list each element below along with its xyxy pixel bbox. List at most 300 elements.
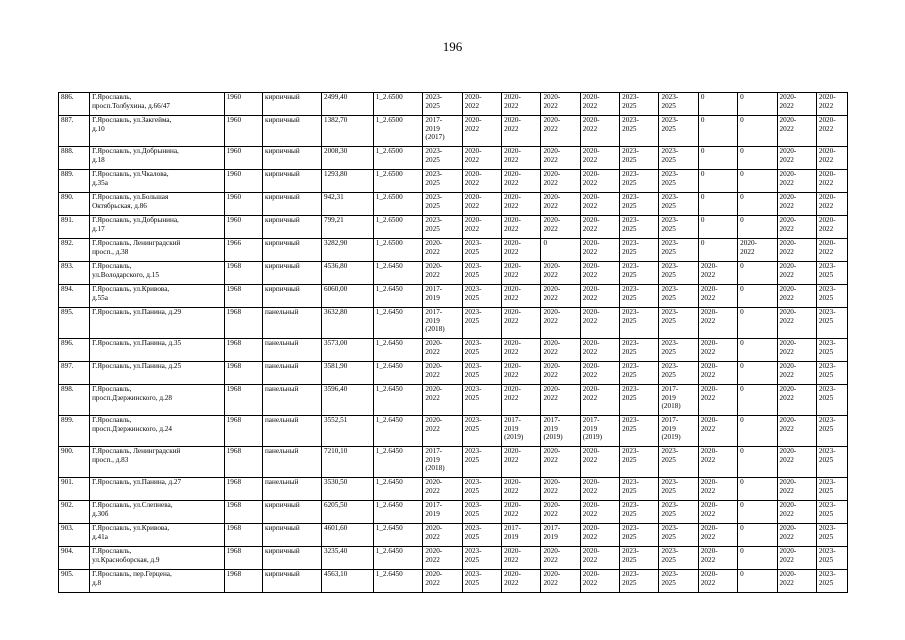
table-cell: 2020- 2022 xyxy=(502,285,541,308)
table-cell: 0 xyxy=(698,170,737,193)
table-cell: 2023- 2025 xyxy=(620,285,659,308)
table-cell: 1968 xyxy=(224,447,262,478)
table-cell: кирпичный xyxy=(262,147,321,170)
table-cell: 2020- 2022 xyxy=(816,93,847,116)
table-cell: 2023- 2025 xyxy=(423,93,462,116)
table-cell: 2020- 2022 xyxy=(580,116,619,147)
table-row xyxy=(59,501,848,524)
table-row xyxy=(59,147,848,170)
table-cell: 2017- 2019 (2018) xyxy=(423,308,462,339)
table-cell: 2020- 2022 xyxy=(502,385,541,416)
table-cell: 2023- 2025 xyxy=(462,308,501,339)
table-cell: 3573,00 xyxy=(321,339,373,362)
table-cell: 2020- 2022 xyxy=(423,524,462,547)
table-cell: 0 xyxy=(738,501,777,524)
table-cell: 7210,10 xyxy=(321,447,373,478)
table-cell: 2017- 2019 (2018) xyxy=(659,385,698,416)
table-cell: 1_2.6450 xyxy=(373,570,423,593)
table-cell: 1_2.6450 xyxy=(373,524,423,547)
table-cell: 2020- 2022 xyxy=(580,524,619,547)
table-cell: 2020- 2022 xyxy=(777,170,816,193)
table-cell: 0 xyxy=(738,385,777,416)
table-cell: 0 xyxy=(738,339,777,362)
table-cell: панельный xyxy=(262,339,321,362)
table-cell: 2020- 2022 xyxy=(541,478,580,501)
table-cell: 2020- 2022 xyxy=(777,93,816,116)
table-cell: 0 xyxy=(738,193,777,216)
table-cell: 2020- 2022 xyxy=(541,262,580,285)
table-cell: 4536,80 xyxy=(321,262,373,285)
table-cell: 2023- 2025 xyxy=(462,285,501,308)
table-cell: 2020- 2022 xyxy=(698,524,737,547)
address-cell: Г.Ярославль, ул.Панина, д.25 xyxy=(90,362,225,385)
table-cell: 2020- 2022 xyxy=(816,116,847,147)
table-cell: 2023- 2025 xyxy=(620,447,659,478)
table-cell: 2020- 2022 xyxy=(777,193,816,216)
table-cell: 0 xyxy=(738,147,777,170)
table-cell: 2020- 2022 xyxy=(580,385,619,416)
table-cell: 2023- 2025 xyxy=(816,308,847,339)
table-cell: 1960 xyxy=(224,193,262,216)
table-cell: 2023- 2025 xyxy=(620,262,659,285)
row-number-cell: 895. xyxy=(59,308,90,339)
table-cell: 2023- 2025 xyxy=(462,239,501,262)
table-cell: 2020- 2022 xyxy=(502,339,541,362)
table-cell: 2023- 2025 xyxy=(659,570,698,593)
address-cell: Г.Ярославль, ул.Чкалова, д.35а xyxy=(90,170,225,193)
table-cell: 2020- 2022 xyxy=(462,93,501,116)
table-row xyxy=(59,524,848,547)
table-row xyxy=(59,285,848,308)
table-cell: 2020- 2022 xyxy=(502,116,541,147)
table-cell: 1966 xyxy=(224,239,262,262)
table-cell: 2023- 2025 xyxy=(620,239,659,262)
table-cell: 2023- 2025 xyxy=(620,216,659,239)
table-cell: 2020- 2022 xyxy=(777,285,816,308)
table-cell: 2023- 2025 xyxy=(659,501,698,524)
table-cell: 1_2.6450 xyxy=(373,339,423,362)
row-number-cell: 904. xyxy=(59,547,90,570)
table-cell: 942,31 xyxy=(321,193,373,216)
table-cell: 1_2.6450 xyxy=(373,416,423,447)
table-cell: 2023- 2025 xyxy=(620,570,659,593)
table-cell: 799,21 xyxy=(321,216,373,239)
table-cell: 2023- 2025 xyxy=(816,416,847,447)
table-cell: 2020- 2022 xyxy=(816,239,847,262)
table-row xyxy=(59,362,848,385)
table-cell: 2020- 2022 xyxy=(698,478,737,501)
table-cell: 2020- 2022 xyxy=(777,570,816,593)
table-cell: 2023- 2025 xyxy=(462,339,501,362)
table-cell: 4601,60 xyxy=(321,524,373,547)
row-number-cell: 898. xyxy=(59,385,90,416)
table-cell: 2020- 2022 xyxy=(502,239,541,262)
table-row xyxy=(59,478,848,501)
table-cell: 2023- 2025 xyxy=(659,193,698,216)
table-cell: кирпичный xyxy=(262,193,321,216)
table-cell: 1_2.6500 xyxy=(373,239,423,262)
table-cell: 2020- 2022 xyxy=(502,170,541,193)
table-cell: 2023- 2025 xyxy=(816,362,847,385)
table-cell: 2020- 2022 xyxy=(580,262,619,285)
table-cell: 3581,90 xyxy=(321,362,373,385)
table-cell: 2023- 2025 xyxy=(659,308,698,339)
table-cell: 0 xyxy=(698,239,737,262)
table-cell: 2023- 2025 xyxy=(816,570,847,593)
table-cell: 2020- 2022 xyxy=(777,362,816,385)
address-cell: Г.Ярославль, ул.Красноборская, д.9 xyxy=(90,547,225,570)
table-cell: 6205,50 xyxy=(321,501,373,524)
table-cell: 2020- 2022 xyxy=(580,93,619,116)
table-cell: 2023- 2025 xyxy=(659,216,698,239)
table-cell: 2023- 2025 xyxy=(620,524,659,547)
table-cell: 1_2.6500 xyxy=(373,170,423,193)
table-cell: 2020- 2022 xyxy=(777,216,816,239)
table-cell: 2020- 2022 xyxy=(698,385,737,416)
table-cell: 0 xyxy=(738,262,777,285)
table-cell: 2020- 2022 xyxy=(502,216,541,239)
table-cell: 2023- 2025 xyxy=(659,116,698,147)
table-cell: 2020- 2022 xyxy=(698,362,737,385)
table-cell: 2020- 2022 xyxy=(462,147,501,170)
table-cell: 1_2.6450 xyxy=(373,262,423,285)
table-cell: 2020- 2022 xyxy=(423,570,462,593)
table-cell: 2023- 2025 xyxy=(462,478,501,501)
table-cell: 2020- 2022 xyxy=(423,339,462,362)
row-number-cell: 903. xyxy=(59,524,90,547)
table-cell: панельный xyxy=(262,362,321,385)
table-cell: 3235,40 xyxy=(321,547,373,570)
table-cell: 2017- 2019 (2017) xyxy=(423,116,462,147)
table-cell: 2023- 2025 xyxy=(620,308,659,339)
table-cell: 0 xyxy=(738,547,777,570)
table-cell: 2020- 2022 xyxy=(502,193,541,216)
table-cell: панельный xyxy=(262,478,321,501)
table-cell: 2020- 2022 xyxy=(738,239,777,262)
table-cell: 0 xyxy=(738,447,777,478)
table-cell: 1960 xyxy=(224,147,262,170)
table-cell: 2020- 2022 xyxy=(777,239,816,262)
table-cell: 2020- 2022 xyxy=(502,262,541,285)
address-cell: Г.Ярославль, ул.Добрынина, д.17 xyxy=(90,216,225,239)
table-cell: 2020- 2022 xyxy=(698,570,737,593)
table-cell: 2023- 2025 xyxy=(423,170,462,193)
table-cell: 2020- 2022 xyxy=(423,239,462,262)
table-cell: 2017- 2019 (2019) xyxy=(580,416,619,447)
table-cell: 2023- 2025 xyxy=(462,385,501,416)
table-cell: 1968 xyxy=(224,478,262,501)
table-cell: 2020- 2022 xyxy=(777,478,816,501)
table-row xyxy=(59,93,848,116)
table-cell: 1_2.6450 xyxy=(373,547,423,570)
table-cell: 1968 xyxy=(224,362,262,385)
table-cell: 1_2.6450 xyxy=(373,447,423,478)
table-cell: 2017- 2019 xyxy=(502,524,541,547)
table-cell: 2020- 2022 xyxy=(777,547,816,570)
table-cell: 3632,80 xyxy=(321,308,373,339)
table-cell: 1968 xyxy=(224,416,262,447)
table-cell: 2020- 2022 xyxy=(777,416,816,447)
table-cell: 2020- 2022 xyxy=(580,147,619,170)
table-cell: 2020- 2022 xyxy=(462,170,501,193)
table-cell: 1968 xyxy=(224,570,262,593)
row-number-cell: 899. xyxy=(59,416,90,447)
table-cell: 2020- 2022 xyxy=(541,385,580,416)
table-cell: 1_2.6500 xyxy=(373,147,423,170)
table-cell: 1_2.6450 xyxy=(373,385,423,416)
table-cell: 2020- 2022 xyxy=(462,116,501,147)
table-cell: 0 xyxy=(738,478,777,501)
table-cell: 2020- 2022 xyxy=(777,147,816,170)
table-cell: 1_2.6500 xyxy=(373,216,423,239)
table-cell: 1968 xyxy=(224,285,262,308)
row-number-cell: 896. xyxy=(59,339,90,362)
table-cell: 1382,70 xyxy=(321,116,373,147)
table-cell: 0 xyxy=(738,285,777,308)
table-cell: 2023- 2025 xyxy=(620,116,659,147)
table-cell: 2023- 2025 xyxy=(620,501,659,524)
table-cell: 2023- 2025 xyxy=(423,147,462,170)
table-cell: 2020- 2022 xyxy=(777,262,816,285)
row-number-cell: 902. xyxy=(59,501,90,524)
table-cell: 3596,40 xyxy=(321,385,373,416)
table-cell: 2023- 2025 xyxy=(620,147,659,170)
table-cell: 2020- 2022 xyxy=(777,524,816,547)
table-cell: 2023- 2025 xyxy=(462,501,501,524)
table-cell: 1968 xyxy=(224,308,262,339)
table-cell: 2020- 2022 xyxy=(698,285,737,308)
table-cell: кирпичный xyxy=(262,93,321,116)
table-cell: 2023- 2025 xyxy=(462,262,501,285)
address-cell: Г.Ярославль, ул.Слепнева, д.30б xyxy=(90,501,225,524)
table-cell: 2023- 2025 xyxy=(659,524,698,547)
row-number-cell: 897. xyxy=(59,362,90,385)
table-cell: 2023- 2025 xyxy=(659,262,698,285)
table-row xyxy=(59,416,848,447)
table-cell: 2020- 2022 xyxy=(698,547,737,570)
table-cell: 2023- 2025 xyxy=(620,547,659,570)
table-cell: 1968 xyxy=(224,524,262,547)
row-number-cell: 901. xyxy=(59,478,90,501)
table-cell: 1_2.6450 xyxy=(373,362,423,385)
table-cell: 0 xyxy=(738,416,777,447)
table-cell: 2023- 2025 xyxy=(620,385,659,416)
table-cell: 2023- 2025 xyxy=(620,478,659,501)
address-cell: Г.Ярославль, ул.Кривова, д.55а xyxy=(90,285,225,308)
table-cell: 2020- 2022 xyxy=(502,362,541,385)
table-cell: 2020- 2022 xyxy=(502,547,541,570)
table-cell: 2023- 2025 xyxy=(620,170,659,193)
table-cell: 2020- 2022 xyxy=(541,93,580,116)
table-cell: 2023- 2025 xyxy=(659,447,698,478)
address-cell: Г.Ярославль, просп.Дзержинского, д.24 xyxy=(90,416,225,447)
table-cell: 2023- 2025 xyxy=(462,570,501,593)
row-number-cell: 888. xyxy=(59,147,90,170)
table-cell: кирпичный xyxy=(262,501,321,524)
table-cell: 2020- 2022 xyxy=(777,339,816,362)
table-cell: 2023- 2025 xyxy=(659,239,698,262)
table-cell: 2023- 2025 xyxy=(423,193,462,216)
table-row xyxy=(59,170,848,193)
table-cell: 2023- 2025 xyxy=(816,501,847,524)
table-row xyxy=(59,385,848,416)
table-cell: 1_2.6450 xyxy=(373,478,423,501)
address-cell: Г.Ярославль, ул.Панина, д.29 xyxy=(90,308,225,339)
table-cell: 2020- 2022 xyxy=(816,216,847,239)
table-cell: 2023- 2025 xyxy=(659,478,698,501)
table-cell: 2023- 2025 xyxy=(816,478,847,501)
table-cell: 1_2.6500 xyxy=(373,93,423,116)
table-row xyxy=(59,447,848,478)
table-cell: 2023- 2025 xyxy=(659,285,698,308)
table-cell: 2020- 2022 xyxy=(580,547,619,570)
address-cell: Г.Ярославль, Ленинградский просп., д.83 xyxy=(90,447,225,478)
table-cell: 2023- 2025 xyxy=(620,339,659,362)
row-number-cell: 891. xyxy=(59,216,90,239)
table-cell: 2023- 2025 xyxy=(816,285,847,308)
table-cell: 2020- 2022 xyxy=(502,308,541,339)
row-number-cell: 886. xyxy=(59,93,90,116)
row-number-cell: 893. xyxy=(59,262,90,285)
table-cell: 2020- 2022 xyxy=(580,478,619,501)
table-cell: 3282,90 xyxy=(321,239,373,262)
table-cell: 1960 xyxy=(224,93,262,116)
table-cell: кирпичный xyxy=(262,116,321,147)
address-cell: Г.Ярославль, ул.Большая Октябрьская, д.86 xyxy=(90,193,225,216)
table-cell: 2020- 2022 xyxy=(541,147,580,170)
table-cell: 2008,30 xyxy=(321,147,373,170)
table-cell: 2023- 2025 xyxy=(462,362,501,385)
table-cell: 0 xyxy=(738,116,777,147)
table-cell: кирпичный xyxy=(262,170,321,193)
table-cell: 2020- 2022 xyxy=(580,501,619,524)
table-cell: 2020- 2022 xyxy=(423,416,462,447)
table-cell: 2020- 2022 xyxy=(580,308,619,339)
table-cell: 2023- 2025 xyxy=(462,416,501,447)
table-cell: 2023- 2025 xyxy=(659,339,698,362)
table-cell: 2023- 2025 xyxy=(659,147,698,170)
table-cell: 2020- 2022 xyxy=(580,447,619,478)
table-row xyxy=(59,339,848,362)
table-cell: 3530,50 xyxy=(321,478,373,501)
address-cell: Г.Ярославль, просп.Толбухина, д.66/47 xyxy=(90,93,225,116)
table-cell: 0 xyxy=(698,193,737,216)
table-row xyxy=(59,216,848,239)
row-number-cell: 892. xyxy=(59,239,90,262)
table-cell: 2020- 2022 xyxy=(698,447,737,478)
table-cell: кирпичный xyxy=(262,285,321,308)
table-cell: 0 xyxy=(738,570,777,593)
table-cell: 2023- 2025 xyxy=(659,362,698,385)
table-cell: 2020- 2022 xyxy=(580,239,619,262)
address-cell: Г.Ярославль, ул.Кривова, д.41а xyxy=(90,524,225,547)
table-cell: 2020- 2022 xyxy=(541,447,580,478)
table-cell: 2020- 2022 xyxy=(423,385,462,416)
table-cell: 1968 xyxy=(224,339,262,362)
table-cell: 2020- 2022 xyxy=(423,362,462,385)
table-cell: 0 xyxy=(738,93,777,116)
address-cell: Г.Ярославль, пер.Герцена, д.8 xyxy=(90,570,225,593)
table-cell: 1968 xyxy=(224,385,262,416)
table-cell: 1_2.6500 xyxy=(373,193,423,216)
table-cell: 2023- 2025 xyxy=(620,416,659,447)
table-cell: 2017- 2019 (2019) xyxy=(541,416,580,447)
table-cell: 2020- 2022 xyxy=(502,570,541,593)
table-cell: 2017- 2019 (2019) xyxy=(659,416,698,447)
table-cell: 2020- 2022 xyxy=(698,501,737,524)
table-cell: 0 xyxy=(738,216,777,239)
table-cell: 0 xyxy=(698,93,737,116)
table-cell: 1293,80 xyxy=(321,170,373,193)
table-row xyxy=(59,116,848,147)
table-cell: 0 xyxy=(738,170,777,193)
table-cell: кирпичный xyxy=(262,570,321,593)
table-cell: 2020- 2022 xyxy=(541,285,580,308)
table-cell: 4563,10 xyxy=(321,570,373,593)
table-cell: 0 xyxy=(698,147,737,170)
table-row xyxy=(59,262,848,285)
table-cell: 1968 xyxy=(224,501,262,524)
row-number-cell: 889. xyxy=(59,170,90,193)
table-cell: 2020- 2022 xyxy=(816,147,847,170)
table-cell: 2020- 2022 xyxy=(541,216,580,239)
table-cell: 2023- 2025 xyxy=(462,524,501,547)
table-cell: 2020- 2022 xyxy=(580,339,619,362)
table-cell: 2020- 2022 xyxy=(698,416,737,447)
table-cell: 1960 xyxy=(224,170,262,193)
table-cell: 2020- 2022 xyxy=(423,547,462,570)
table-cell: 0 xyxy=(738,524,777,547)
table-cell: 2020- 2022 xyxy=(541,308,580,339)
address-cell: Г.Ярославль, ул.Панина, д.35 xyxy=(90,339,225,362)
table-cell: кирпичный xyxy=(262,239,321,262)
table-cell: 2023- 2025 xyxy=(816,385,847,416)
table-cell: 2020- 2022 xyxy=(541,193,580,216)
row-number-cell: 887. xyxy=(59,116,90,147)
address-cell: Г.Ярославль, ул.Добрынина, д.18 xyxy=(90,147,225,170)
table-cell: 2020- 2022 xyxy=(698,308,737,339)
table-cell: 0 xyxy=(541,239,580,262)
table-cell: 0 xyxy=(698,116,737,147)
table-cell: кирпичный xyxy=(262,216,321,239)
table-cell: 2023- 2025 xyxy=(816,547,847,570)
table-cell: кирпичный xyxy=(262,524,321,547)
table-cell: 2023- 2025 xyxy=(659,547,698,570)
table-cell: 2020- 2022 xyxy=(580,285,619,308)
table-cell: 1960 xyxy=(224,216,262,239)
table-cell: 2020- 2022 xyxy=(777,501,816,524)
table-cell: 2020- 2022 xyxy=(541,501,580,524)
table-row xyxy=(59,193,848,216)
table-cell: 2020- 2022 xyxy=(462,193,501,216)
table-cell: 2020- 2022 xyxy=(580,216,619,239)
table-cell: 1_2.6450 xyxy=(373,308,423,339)
table-cell: кирпичный xyxy=(262,547,321,570)
table-cell: 2020- 2022 xyxy=(502,147,541,170)
table-cell: 2020- 2022 xyxy=(580,570,619,593)
table-cell: 2023- 2025 xyxy=(620,193,659,216)
table-cell: 0 xyxy=(738,362,777,385)
row-number-cell: 890. xyxy=(59,193,90,216)
table-row xyxy=(59,570,848,593)
table-cell: 2023- 2025 xyxy=(462,547,501,570)
table-cell: 2017- 2019 xyxy=(423,285,462,308)
table-cell: 2020- 2022 xyxy=(502,93,541,116)
table-cell: 2020- 2022 xyxy=(698,262,737,285)
address-cell: Г.Ярославль, просп.Дзержинского, д.28 xyxy=(90,385,225,416)
table-cell: 2020- 2022 xyxy=(502,501,541,524)
table-cell: 2017- 2019 (2019) xyxy=(502,416,541,447)
